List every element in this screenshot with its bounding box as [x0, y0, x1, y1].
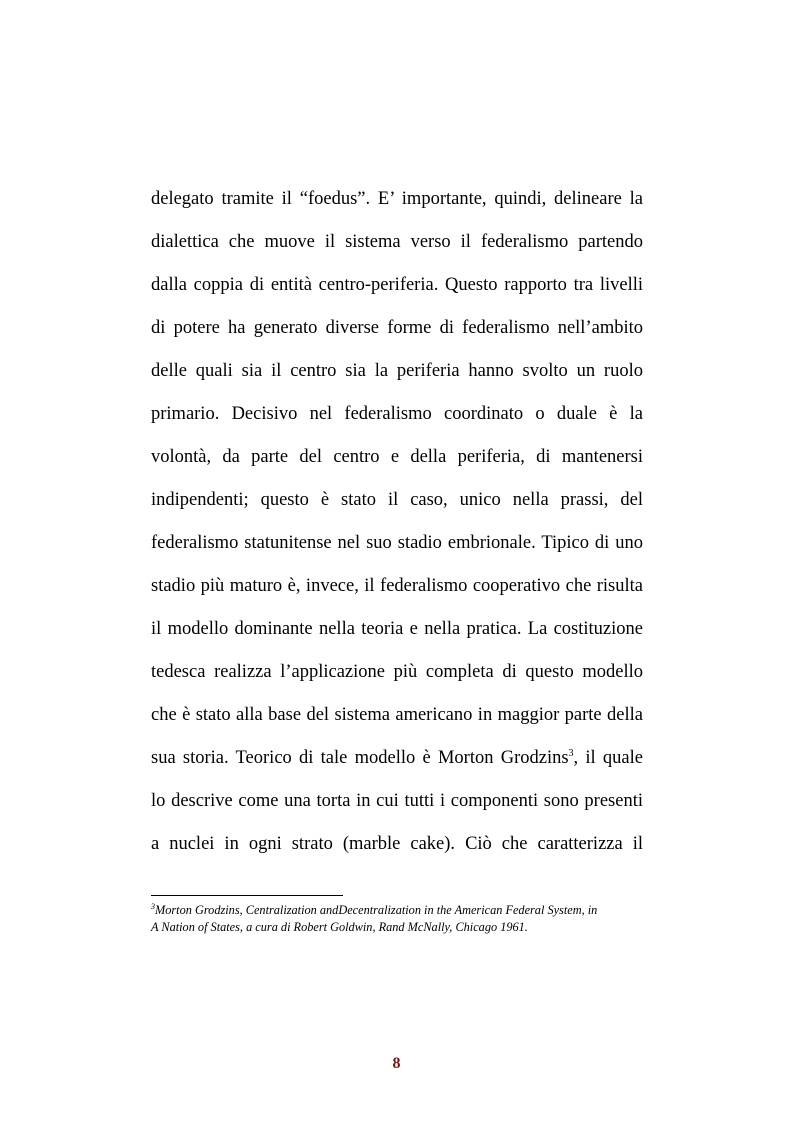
text-line: federalismo statunitense nel suo stadio embrionale. Tipico di uno: [151, 533, 643, 553]
footnote: [151, 902, 651, 936]
text-line: dalla coppia di entità centro-periferia. Questo rapporto tra livelli: [151, 275, 643, 295]
text-line: delle quali sia il centro sia la periferia hanno svolto un ruolo: [151, 361, 643, 381]
text-line: il modello dominante nella teoria e nella pratica. La costituzione: [151, 619, 643, 639]
footnote-text: Morton Grodzins, Centralization andDecentralization in the American Federal System, in: [155, 903, 598, 917]
text-line: che è stato alla base del sistema americano in maggior parte della: [151, 705, 643, 725]
footnote-reference[interactable]: 3: [568, 748, 574, 759]
text-line: indipendenti; questo è stato il caso, unico nella prassi, del: [151, 490, 643, 510]
page-number: 8: [392, 1055, 401, 1072]
text-line: di potere ha generato diverse forme di federalismo nell’ambito: [151, 318, 643, 338]
text-segment: , il quale: [573, 748, 643, 768]
footnote-line: A Nation of States, a cura di Robert Goldwin, Rand McNally, Chicago 1961.: [151, 920, 528, 934]
text-line: a nuclei in ogni strato (marble cake). Ciò che caratterizza il: [151, 834, 643, 854]
text-line-with-footnote-ref: [151, 741, 643, 784]
text-line: volontà, da parte del centro e della periferia, di mantenersi: [151, 447, 643, 467]
text-line: lo descrive come una torta in cui tutti i componenti sono presenti: [151, 791, 643, 811]
footnote-separator: [151, 895, 343, 896]
text-line: tedesca realizza l’applicazione più completa di questo modello: [151, 662, 643, 682]
text-line: delegato tramite il “foedus”. E’ importante, quindi, delineare la: [151, 189, 643, 209]
text-line: primario. Decisivo nel federalismo coordinato o duale è la: [151, 404, 643, 424]
body-text: [151, 182, 643, 870]
footnote-marker: 3: [151, 902, 155, 911]
footnote-line: [151, 902, 651, 919]
text-line: stadio più maturo è, invece, il federalismo cooperativo che risulta: [151, 576, 643, 596]
text-segment: sua storia. Teorico di tale modello è Morton Grodzins: [151, 748, 569, 768]
text-line: dialettica che muove il sistema verso il federalismo partendo: [151, 232, 643, 252]
